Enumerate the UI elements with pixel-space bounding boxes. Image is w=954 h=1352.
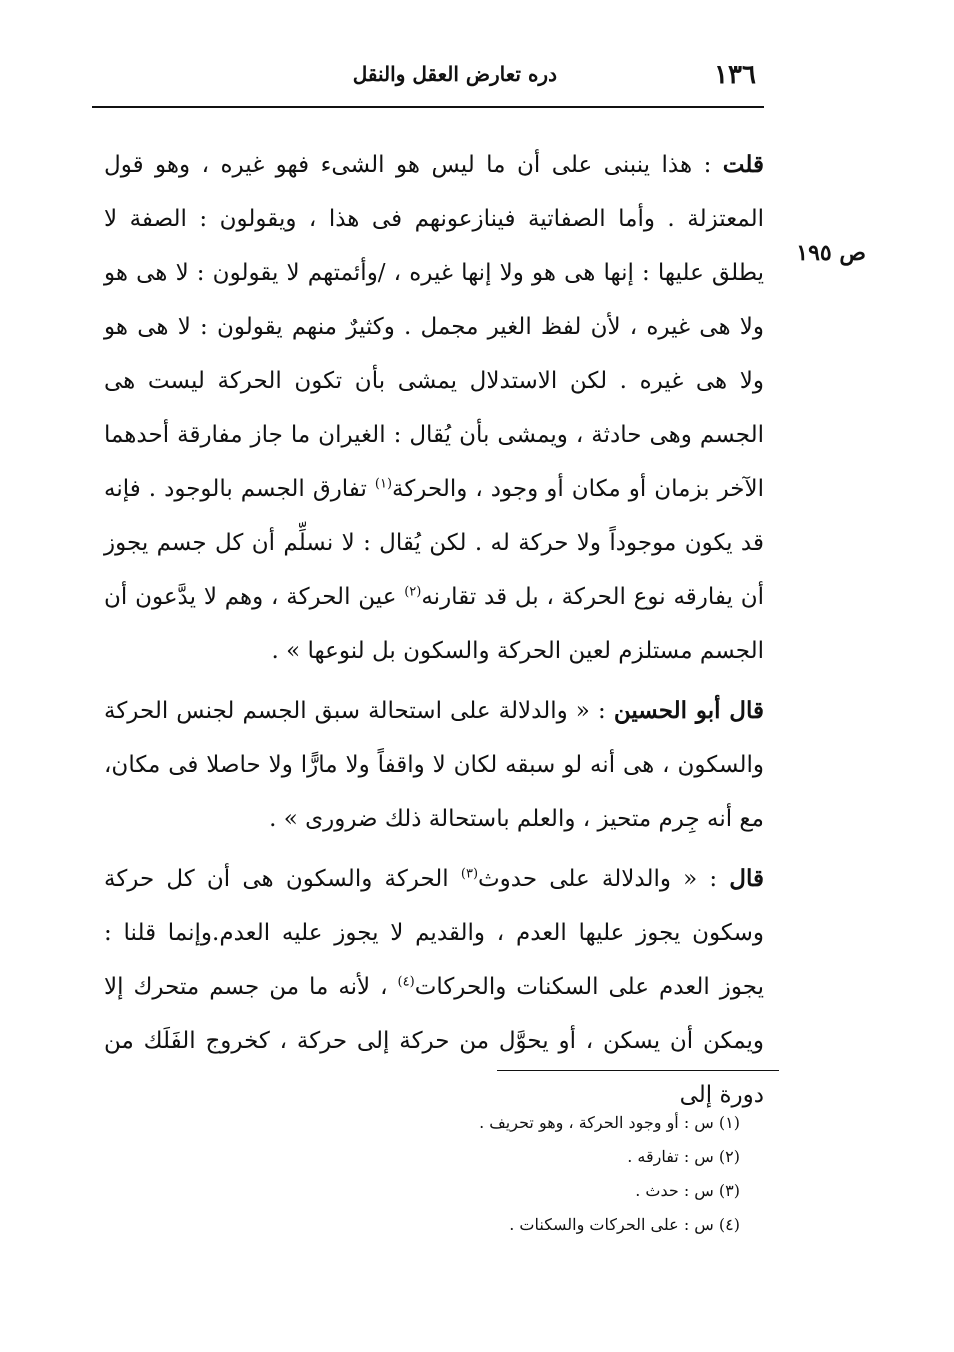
footnote-ref-1: (١) (374, 476, 393, 492)
paragraph-text: : « والدلالة على حدوث (478, 866, 730, 892)
footnote-2: (٢) س : تفارقه . (627, 1147, 740, 1166)
footnote-1: (١) س : أو وجود الحركة ، وهو تحريف . (479, 1113, 740, 1132)
paragraph-3 (104, 852, 764, 1122)
header-rule (92, 106, 764, 108)
footnote-rule (497, 1070, 779, 1071)
running-title: دره تعارض العقل والنقل (352, 62, 557, 86)
paragraph-speaker: قال أبو الحسين (613, 697, 764, 724)
footnote-ref-3: (٣) (460, 866, 479, 882)
footnotes (300, 1106, 740, 1242)
footnote-ref-4: (٤) (397, 974, 415, 990)
paragraph-speaker: قلت (722, 151, 764, 178)
margin-page-reference: ص ١٩٥ (796, 240, 866, 266)
paragraph-text: : « والدلالة على استحالة سبق الجسم لجنس الحركة والسكون ، هى أنه لو سبقه لكان لا واقفاً ولا مارًّا ولا حاصلا فى مكان، مع أنه جِرم متحيز ، والعلم باستحالة ذلك ضرورى » . (104, 698, 764, 832)
footnote-3: (٣) س : حدث . (635, 1181, 740, 1200)
paragraph-2 (104, 684, 764, 846)
paragraph-text: تفارق الجسم بالوجود . فإنه قد يكون موجوداً ولا حركة له . لكن يُقال : لا نسلِّم أن كل جسم يجوز أن يفارقه نوع الحركة ، بل قد تقارنه (104, 476, 764, 610)
page-header (92, 58, 762, 98)
paragraph-text: عين الحركة ، وهم لا يدَّعون أن الجسم مستلزم لعين الحركة والسكون بل لنوعها » . (104, 584, 764, 664)
footnote-4: (٤) س : على الحركات والسكنات . (509, 1215, 740, 1234)
footnote-ref-2: (٢) (404, 584, 422, 600)
page-number: ١٣٦ (714, 60, 756, 90)
main-text (104, 138, 764, 1128)
paragraph-text: ، لأنه ما من جسم متحرك إلا ويمكن أن يسكن ، أو يحوَّل من حركة إلى حركة ، كخروج الفَلَك من دورة إلى (104, 974, 764, 1108)
paragraph-text: الحركة والسكون هى أن كل حركة وسكون يجوز عليها العدم ، والقديم لا يجوز عليه العدم.وإنما قلنا : يجوز العدم على السكنات والحركات (104, 866, 764, 1000)
paragraph-text: : هذا ينبنى على أن ما ليس هو الشىء فهو غيره ، وهو قول المعتزلة . وأما الصفاتية فينازعونهم فى هذا ، ويقولون : الصفة لا يطلق عليها : إنها هى هو ولا إنها غيره ، /وأئمتهم لا يقولون : لا هى هو ولا هى غيره ، لأن لفظ الغير مجمل . وكثيرٌ منهم يقولون : لا هى هو ولا هى غيره . لكن الاستدلال يمشى بأن تكون الحركة ليست هى الجسم وهى حادثة ، ويمشى بأن يُقال : الغيران ما جاز مفارقة أحدهما الآخر بزمان أو مكان أو وجود ، والحركة (104, 152, 765, 502)
paragraph-1 (104, 138, 764, 678)
paragraph-speaker: قال (729, 865, 764, 892)
